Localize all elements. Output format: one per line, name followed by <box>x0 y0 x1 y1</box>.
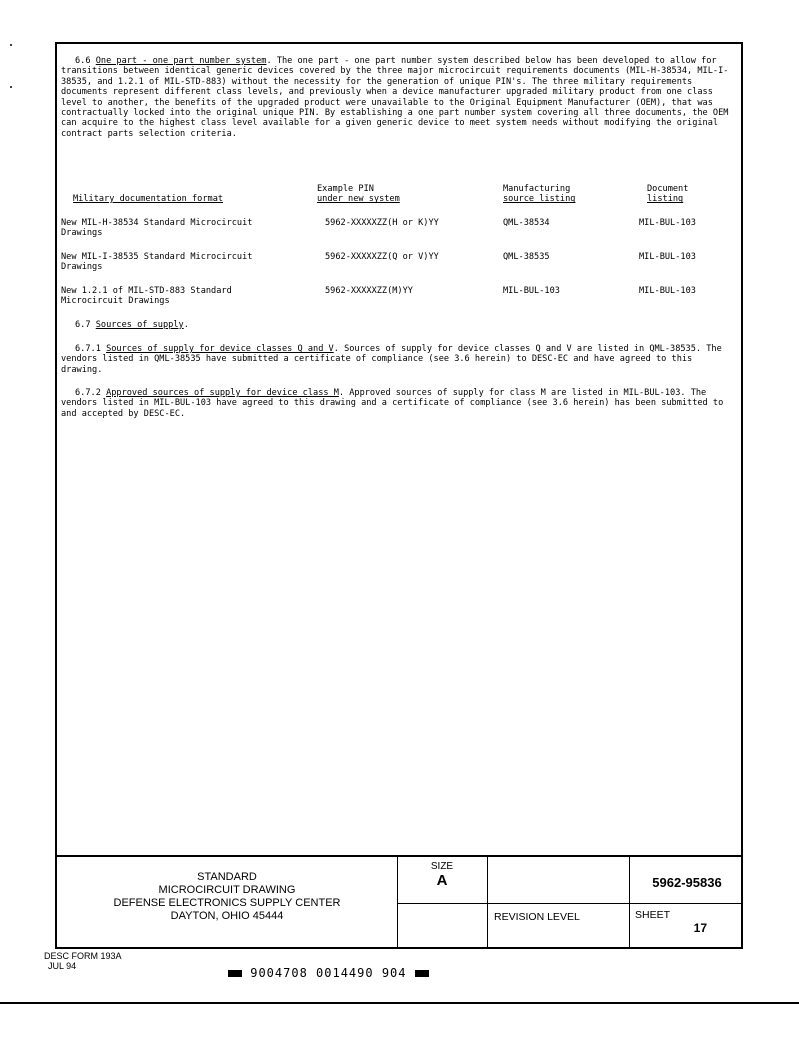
section-body: . The one part - one part number system described below has been developed to allow for transitions between identical generic devices covered by the three major microcircuit requirements documents (MIL-H-38534, MIL-I-38535, and 1.2.1 of MIL-STD-883) without the necessity for the generation of unique PIN's. The three military requirements documents represent different class levels, and previously when a device manufacturer upgraded military product from one class level to another, the benefits of the upgraded product were unavailable to the Original Equipment Manufacturer (OEM), that was contractually locked into the original unique PIN. By establishing a one part number system covering all three documents, the OEM can acquire to the highest class level available for a given generic device to meet system needs without modifying the original contract parts selection criteria. <box>61 56 729 139</box>
cell-pin: 5962-XXXXXZZ(H or K)YY <box>325 218 439 228</box>
header-source: Manufacturing source listing <box>503 184 576 205</box>
margin-mark <box>10 86 12 88</box>
section-number: 6.6 <box>75 56 91 66</box>
section-6-7-2 <box>61 388 737 419</box>
margin-mark <box>10 44 12 46</box>
cell-source: QML-38535 <box>503 252 550 262</box>
cell-doc: MIL-BUL-103 <box>639 252 696 262</box>
table-header-row <box>61 184 737 214</box>
cell-pin: 5962-XXXXXZZ(Q or V)YY <box>325 252 439 262</box>
barcode-number: 9004708 0014490 904 <box>250 966 407 980</box>
section-number: 6.7 <box>75 320 91 330</box>
cell-format: New MIL-I-38535 Standard Microcircuit Drawings <box>61 252 253 273</box>
cell-format: New MIL-H-38534 Standard Microcircuit Drawings <box>61 218 253 239</box>
section-body: . Approved sources of supply for class M are listed in MIL-BUL-103. The vendors listed in MIL-BUL-103 have agreed to this drawing and a certificate of compliance (see 3.6 herein) has been submitted to and accepted by DESC-EC. <box>61 388 724 419</box>
size-cell: SIZE A <box>430 861 454 889</box>
cell-format: New 1.2.1 of MIL-STD-883 Standard Microcircuit Drawings <box>61 286 232 307</box>
section-heading: Sources of supply <box>95 320 184 330</box>
section-heading: Sources of supply for device classes Q and V <box>106 344 334 354</box>
barcode <box>228 966 429 980</box>
section-body: . Sources of supply for device classes Q and V are listed in QML-38535. The vendors listed in QML-38535 have submitted a certificate of compliance (see 3.6 herein) to DESC-EC and have agreed to this drawing. <box>61 344 722 375</box>
drawing-number: 5962-95836 <box>652 875 722 890</box>
header-doc: Document listing <box>647 184 689 205</box>
section-heading: Approved sources of supply for device class M <box>106 388 339 398</box>
cell-pin: 5962-XXXXXZZ(M)YY <box>325 286 413 296</box>
table-row <box>61 286 737 310</box>
section-6-7-1 <box>61 344 737 375</box>
cell-source: QML-38534 <box>503 218 550 228</box>
header-pin: Example PIN under new system <box>317 184 400 205</box>
cell-doc: MIL-BUL-103 <box>639 286 696 296</box>
form-date: JUL 94 <box>48 961 77 971</box>
section-6-6-paragraph <box>61 56 737 139</box>
revision-level-label: REVISION LEVEL <box>494 911 580 923</box>
drawing-frame <box>55 42 743 949</box>
section-6-6 <box>61 56 737 139</box>
pin-format-table <box>61 184 737 314</box>
section-number: 6.7.2 <box>75 388 101 398</box>
form-number: DESC FORM 193A <box>44 951 122 961</box>
barcode-block-icon <box>415 970 429 977</box>
section-heading: One part - one part number system <box>95 56 267 66</box>
barcode-block-icon <box>228 970 242 977</box>
title-block <box>57 855 741 947</box>
sheet-cell: SHEET 17 <box>635 909 707 935</box>
header-format: Military documentation format <box>73 194 224 204</box>
table-row <box>61 218 737 242</box>
table-row <box>61 252 737 276</box>
cell-source: MIL-BUL-103 <box>503 286 560 296</box>
section-number: 6.7.1 <box>75 344 101 354</box>
section-6-7: 6.7 Sources of supply. <box>75 320 189 330</box>
agency-block: STANDARD MICROCIRCUIT DRAWING DEFENSE ELECTRONICS SUPPLY CENTER DAYTON, OHIO 45444 <box>113 871 341 922</box>
cell-doc: MIL-BUL-103 <box>639 218 696 228</box>
page-bottom-rule <box>0 1002 799 1004</box>
